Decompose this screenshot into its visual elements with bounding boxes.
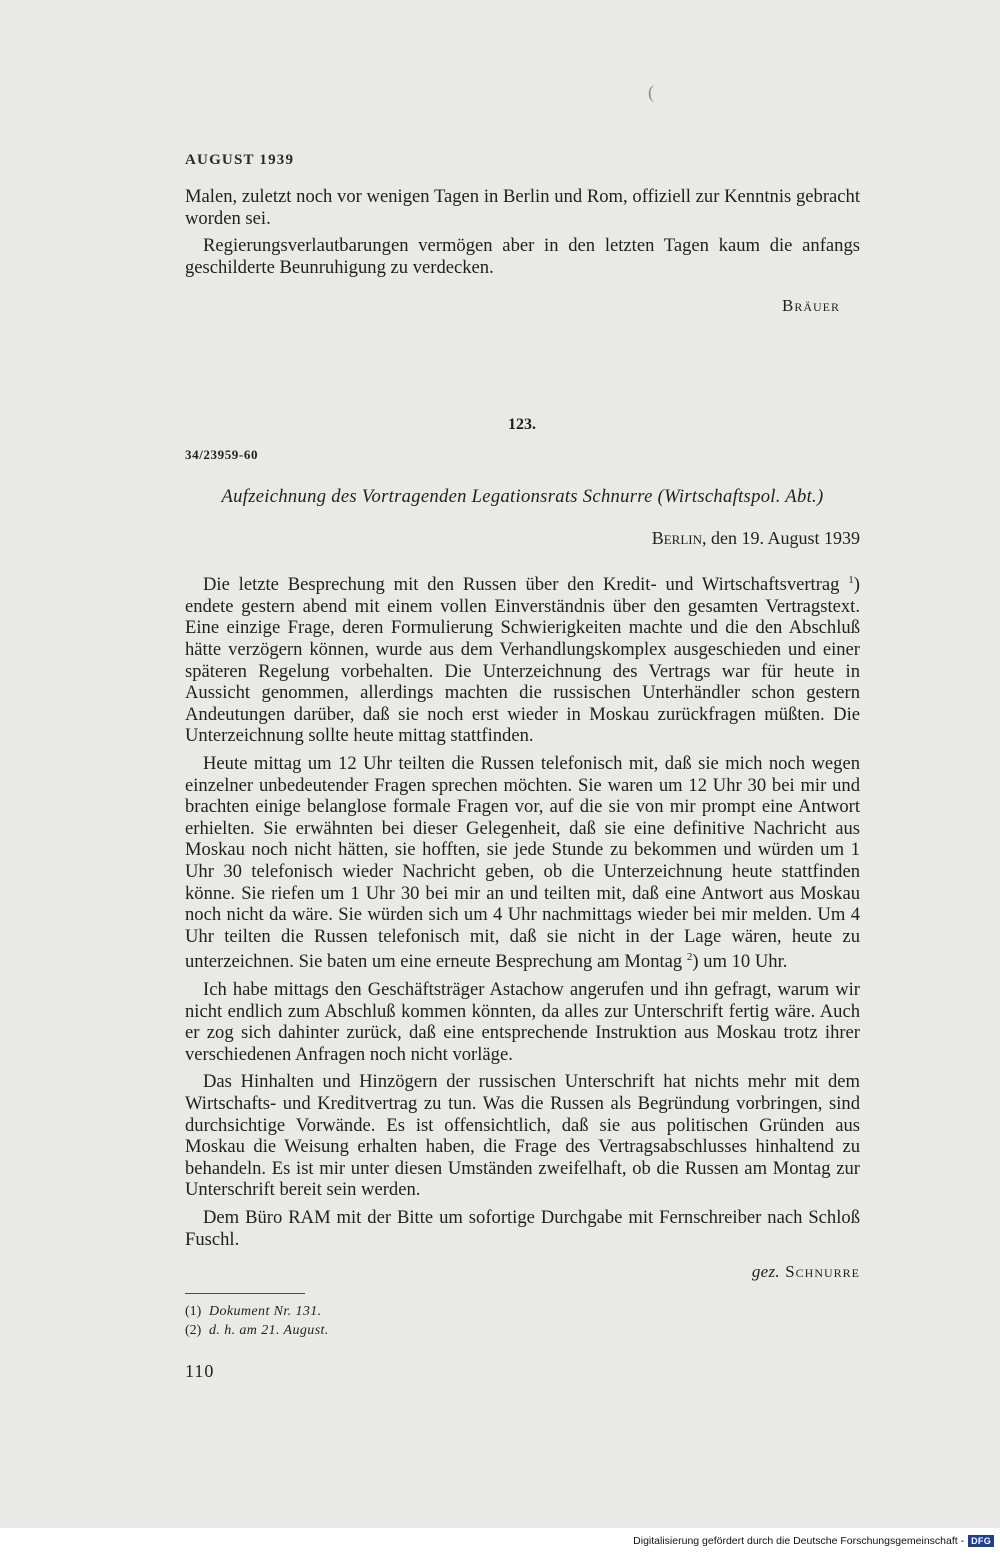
document-body xyxy=(185,570,860,1250)
running-head: AUGUST 1939 xyxy=(185,152,295,168)
digitization-footer xyxy=(633,1535,994,1547)
paragraph: Malen, zuletzt noch vor wenigen Tagen in Berlin und Rom, offiziell zur Kenntnis gebracht worden sei. xyxy=(185,186,860,229)
signature-schnurre xyxy=(752,1262,860,1282)
paragraph: Regierungsverlautbarungen vermögen aber in den letzten Tagen kaum die anfangs geschilderte Beunruhigung zu verdecken. xyxy=(185,235,860,278)
footnote-ref: 2 xyxy=(686,951,693,964)
footnote-text: Dokument Nr. 131. xyxy=(209,1304,322,1319)
previous-document-text xyxy=(185,186,860,278)
paragraph xyxy=(185,753,860,973)
signature-name: Schnurre xyxy=(785,1262,860,1281)
paragraph-text: Die letzte Besprechung mit den Russen über den Kredit- und Wirtschaftsvertrag xyxy=(203,574,849,596)
footer-text: Digitalisierung gefördert durch die Deutsche Forschungsgemeinschaft - xyxy=(633,1535,965,1547)
footnote-ref: 1 xyxy=(848,574,854,586)
scan-mark: ( xyxy=(648,82,654,102)
dfg-logo: DFG xyxy=(968,1535,994,1547)
archive-reference: 34/23959-60 xyxy=(185,447,259,462)
paragraph-text: Heute mittag um 12 Uhr teilten die Russen telefonisch mit, daß sie mich noch wegen einzelner unbedeutender Fragen sprechen möchten. Sie waren um 12 Uhr 30 bei mir und brachten einige belanglose formale Fragen vor, auf die sie von mir prompt eine Antwort erhielten. Sie erwähnten bei dieser Gelegenheit, daß sie eine definitive Nachricht aus Moskau noch nicht hätten, sie hofften, sie jede Stunde zu bekommen und würden um 1 Uhr 30 telefonisch wieder Nachricht geben, ob die Unterzeichnung heute stattfinden könne. Sie riefen um 1 Uhr 30 bei mir an und teilten mit, daß eine Antwort aus Moskau noch nicht da wäre. Sie würden sich um 4 Uhr nachmittags wieder bei mir melden. Um 4 Uhr teilten die Russen telefonisch mit, daß sie nicht in der Lage wären, heute zu unterzeichnen. Sie baten um eine erneute Besprechung am Montag xyxy=(185,752,860,973)
paragraph: Ich habe mittags den Geschäftsträger Astachow angerufen und ihn gefragt, warum wir nicht endlich zum Abschluß kommen könnten, da alles zur Unterschrift fertig wäre. Auch er zog sich dahinter zurück, daß eine entsprechende Instruktion aus Moskau trotz ihrer verschiedenen Anfragen noch nicht vorläge. xyxy=(185,979,860,1065)
signature-prefix: gez. xyxy=(751,1262,780,1281)
signature-braeuer: Bräuer xyxy=(781,296,840,315)
footnote xyxy=(185,1323,329,1339)
footnote-number: (2) xyxy=(185,1323,202,1338)
document-title: Aufzeichnung des Vortragenden Legationsrats Schnurre (Wirtschaftspol. Abt.) xyxy=(221,486,824,507)
paragraph-text: ) endete gestern abend mit einem vollen Einverständnis über den gesamten Vertragstext. Eine einzige Frage, deren Formulierung Schwierigkeiten machte und die den Abschluß hätte verzögern können, wurde aus dem Verhandlungskomplex ausgeschieden und einer späteren Regelung vorbehalten. Die Unterzeichnung des Vertrags war für heute in Aussicht genommen, allerdings machten die russischen Unterhändler schon gestern Andeutungen darüber, daß sie noch erst wieder in Moskau zurückfragen müßten. Die Unterzeichnung sollte heute mittag stattfinden. xyxy=(185,574,860,747)
document-number: 123. xyxy=(508,416,536,433)
place: Berlin xyxy=(651,528,702,548)
paragraph xyxy=(185,570,860,747)
paragraph: Dem Büro RAM mit der Bitte um sofortige Durchgabe mit Fernschreiber nach Schloß Fuschl. xyxy=(185,1207,860,1250)
page-number: 110 xyxy=(185,1361,215,1381)
date: , den 19. August 1939 xyxy=(701,528,860,548)
footnote-text: d. h. am 21. August. xyxy=(209,1323,329,1338)
paragraph-text: ) um 10 Uhr. xyxy=(692,951,788,973)
footnote xyxy=(185,1304,322,1320)
paragraph: Das Hinhalten und Hinzögern der russischen Unterschrift hat nichts mehr mit dem Wirtschafts- und Kreditvertrag zu tun. Was die Russen als Begründung vorbringen, sind durchsichtige Vorwände. Es ist offensichtlich, daß sie aus politischen Gründen aus Moskau die Weisung erhalten haben, die Frage des Vertragsabschlusses hinhaltend zu behandeln. Es ist mir unter diesen Umständen zweifelhaft, ob die Russen am Montag zur Unterschrift bereit sein werden. xyxy=(185,1071,860,1201)
footnote-rule xyxy=(185,1293,305,1294)
footnote-number: (1) xyxy=(185,1304,202,1319)
place-date-line xyxy=(652,528,860,549)
